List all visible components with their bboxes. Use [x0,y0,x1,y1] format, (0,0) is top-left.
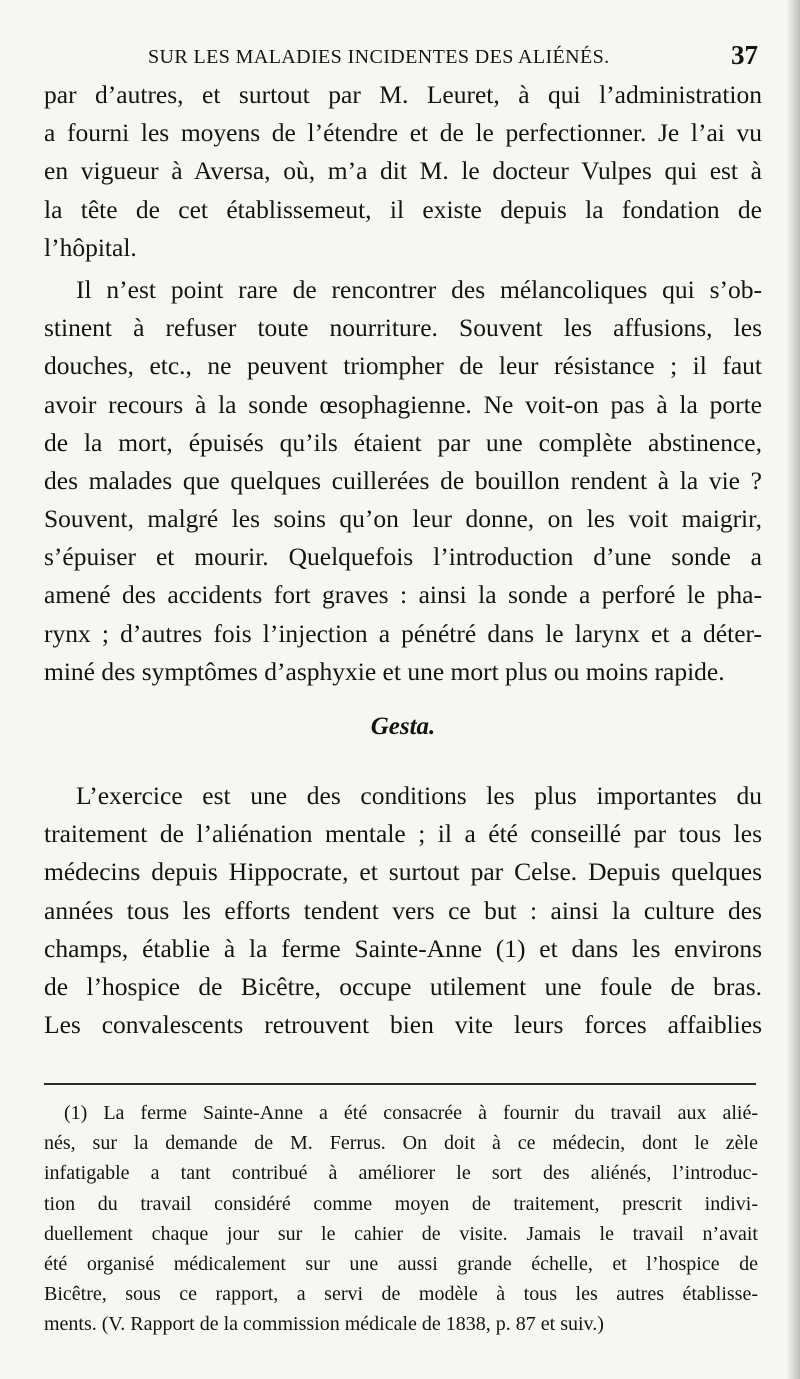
paragraph [44,271,762,691]
text-line: rynx ; d’autres fois l’injection a pénétré dans le larynx et a déter- [44,618,762,648]
footnote-line: tion du travail considéré comme moyen de traitement, prescrit indivi- [44,1192,758,1215]
text-line: de la mort, épuisés qu’ils étaient par une complète abstinence, [44,427,762,457]
footnote-line: (1) La ferme Sainte-Anne a été consacrée à fournir du travail aux alié- [64,1102,758,1124]
text-line: Souvent, malgré les soins qu’on leur donne, on les voit maigrir, [44,504,762,534]
text-line: la tête de cet établissemeut, il existe depuis la fondation de [44,194,762,224]
footnote-divider [44,1083,756,1085]
footnote-line: ments. (V. Rapport de la commission médicale de 1838, p. 87 et suiv.) [44,1313,604,1336]
text-line: l’hôpital. [44,232,137,262]
text-line: L’exercice est une des conditions les plus importantes du [76,781,762,810]
footnote-line: Bicêtre, sous ce rapport, a servi de modèle à tous les autres établisse- [44,1283,758,1306]
paragraph [44,76,762,267]
text-line: amené des accidents fort graves : ainsi la sonde a perforé le pha- [44,580,762,610]
running-title: SUR LES MALADIES INCIDENTES DES ALIÉNÉS. [148,46,610,68]
text-line: douches, etc., ne peuvent triompher de leur résistance ; il faut [44,351,762,381]
page-number: 37 [731,40,758,70]
text-line: champs, établie à la ferme Sainte-Anne (1) et dans les environs [44,933,762,963]
page-header [148,40,758,74]
text-line: médecins depuis Hippocrate, et surtout par Celse. Depuis quelques [44,857,762,887]
section-heading: Gesta. [370,713,436,740]
text-line: en vigueur à Aversa, où, m’a dit M. le docteur Vulpes qui est à [44,156,762,186]
text-line: stinent à refuser toute nourriture. Souvent les affusions, les [44,313,762,343]
main-text [44,76,762,1044]
text-line: s’épuiser et mourir. Quelquefois l’introduction d’une sonde a [44,542,762,572]
text-line: traitement de l’aliénation mentale ; il a été conseillé par tous les [44,819,762,849]
text-line: a fourni les moyens de l’étendre et de le perfectionner. Je l’ai vu [44,118,762,148]
text-line: miné des symptômes d’asphyxie et une mort plus ou moins rapide. [44,656,725,686]
text-line: années tous les efforts tendent vers ce but : ainsi la culture des [44,895,762,925]
footnote-line: nés, sur la demande de M. Ferrus. On doit à ce médecin, dont le zèle [44,1132,758,1155]
footnote-line: duellement chaque jour sur le cahier de visite. Jamais le travail n’avait [44,1222,758,1245]
text-line: Les convalescents retrouvent bien vite leurs forces affaiblies [44,1010,762,1040]
page-edge-shadow [786,0,800,1379]
text-line: Il n’est point rare de rencontrer des mélancoliques qui s’ob- [76,274,762,304]
text-line: de l’hospice de Bicêtre, occupe utilement une foule de bras. [44,971,762,1001]
footnote-line: été organisé médicalement sur une aussi grande échelle, et l’hospice de [44,1252,758,1275]
footnote [44,1098,758,1340]
text-line: des malades que quelques cuillerées de bouillon rendent à la vie ? [44,465,762,495]
text-line: avoir recours à la sonde œsophagienne. Ne voit-on pas à la porte [44,389,762,419]
footnote-line: infatigable a tant contribué à améliorer le sort des aliénés, l’introduc- [44,1162,758,1185]
paragraph [44,777,762,1044]
text-line: par d’autres, et surtout par M. Leuret, à qui l’administration [44,80,762,109]
